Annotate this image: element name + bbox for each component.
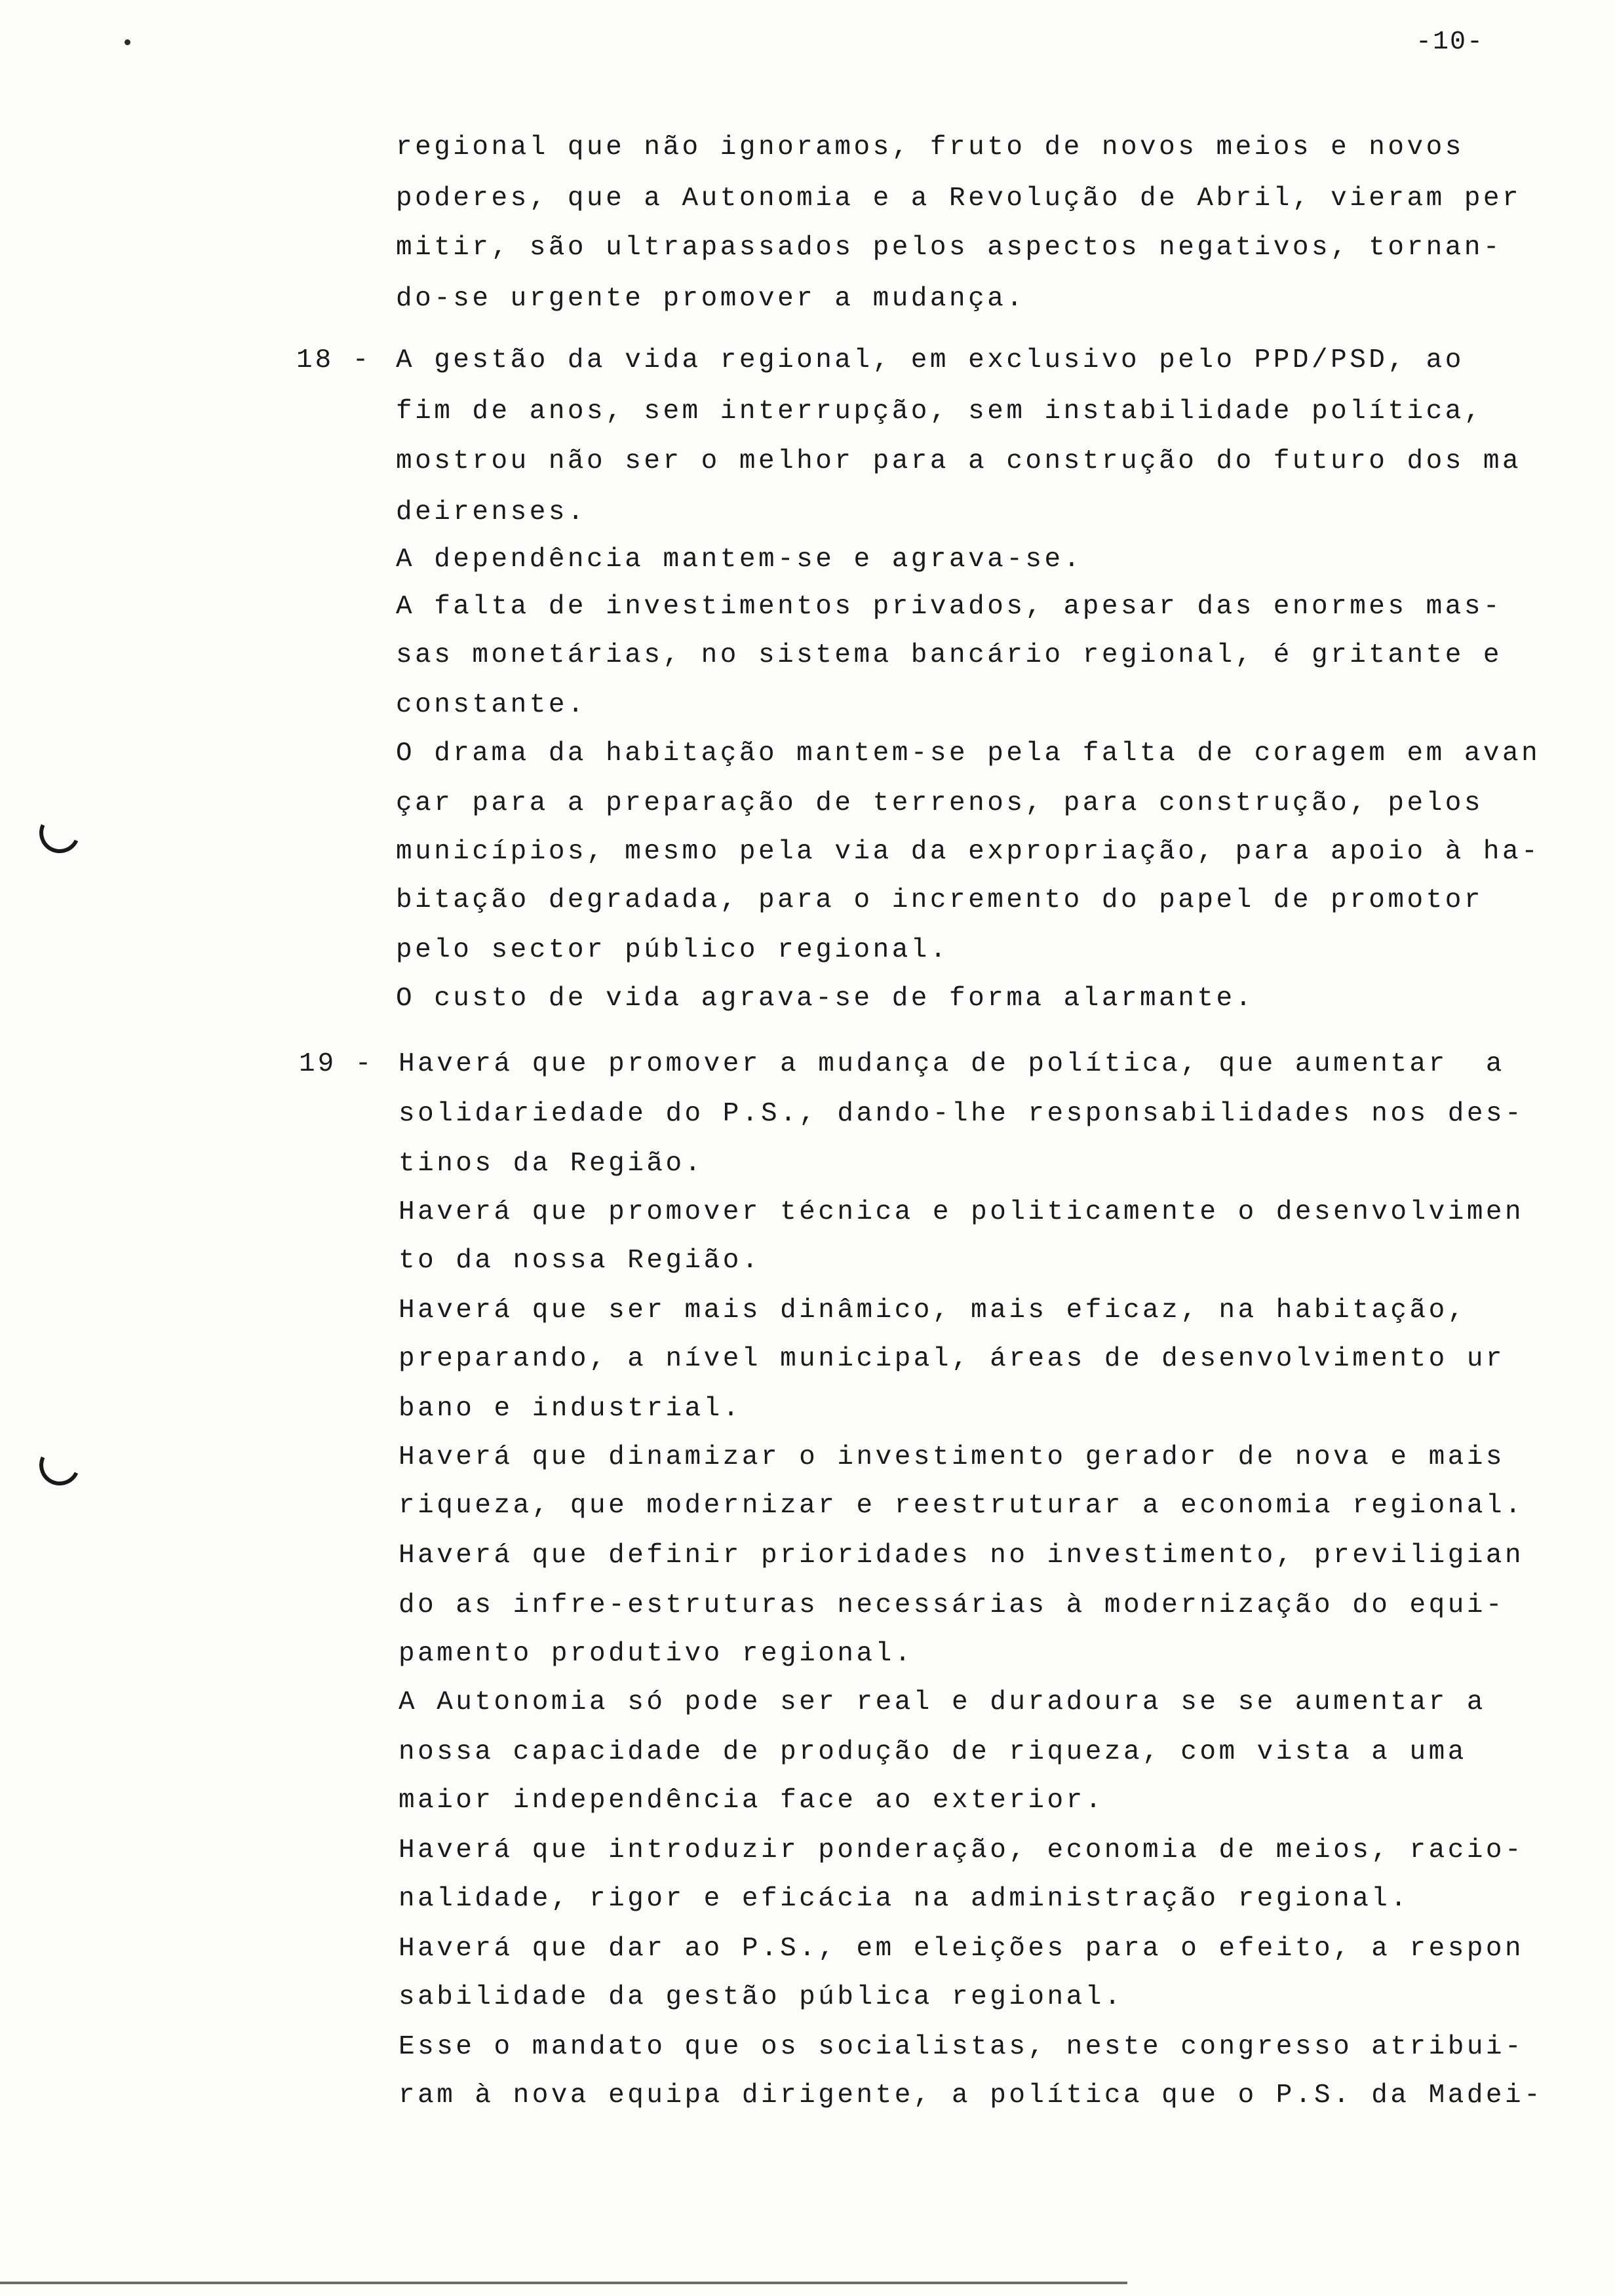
text-line: Haverá que dinamizar o investimento gerador de nova e mais [399, 1442, 1506, 1472]
text-line: do-se urgente promover a mudança. [396, 284, 1026, 314]
text-line: fim de anos, sem interrupção, sem instabilidade política, [396, 396, 1483, 427]
text-line: O custo de vida agrava-se de forma alarmante. [396, 984, 1255, 1014]
text-line: çar para a preparação de terrenos, para construção, pelos [396, 788, 1483, 818]
section-number: 19 - [299, 1049, 374, 1079]
text-line: solidariedade do P.S., dando-lhe responsabilidades nos des- [399, 1099, 1525, 1129]
text-line: sabilidade da gestão pública regional. [399, 1982, 1123, 2012]
text-line: maior independência face ao exterior. [399, 1786, 1104, 1816]
text-line: bano e industrial. [399, 1394, 742, 1424]
text-line: A falta de investimentos privados, apesar das enormes mas- [396, 592, 1503, 622]
text-line: Haverá que ser mais dinâmico, mais eficaz, na habitação, [399, 1295, 1467, 1326]
text-line: bitação degradada, para o incremento do papel de promotor [396, 885, 1483, 915]
text-line: municípios, mesmo pela via da expropriação, para apoio à ha- [396, 837, 1541, 867]
text-line: nossa capacidade de produção de riqueza, com vista a uma [399, 1737, 1467, 1767]
text-line: riqueza, que modernizar e reestruturar a economia regional. [399, 1491, 1525, 1521]
text-line: Haverá que dar ao P.S., em eleições para o efeito, a respon [399, 1934, 1525, 1964]
text-line: pelo sector público regional. [396, 935, 950, 965]
text-line: Haverá que introduzir ponderação, economia de meios, racio- [399, 1835, 1525, 1866]
text-line: poderes, que a Autonomia e a Revolução de Abril, vieram per [396, 183, 1522, 214]
text-line: ram à nova equipa dirigente, a política que o P.S. da Madei- [399, 2080, 1544, 2111]
scan-edge-line [0, 2282, 1127, 2284]
ink-speck [125, 39, 130, 45]
text-line: nalidade, rigor e eficácia na administração regional. [399, 1884, 1410, 1914]
text-line: Haverá que definir prioridades no investimento, previligian [399, 1540, 1525, 1571]
text-line: mostrou não ser o melhor para a construção do futuro dos ma [396, 446, 1522, 476]
text-line: do as infre-estruturas necessárias à modernização do equi- [399, 1590, 1506, 1620]
text-line: Esse o mandato que os socialistas, neste congresso atribui- [399, 2032, 1525, 2062]
text-line: mitir, são ultrapassados pelos aspectos negativos, tornan- [396, 233, 1503, 263]
text-line: to da nossa Região. [399, 1246, 761, 1276]
text-line: preparando, a nível municipal, áreas de desenvolvimento ur [399, 1344, 1506, 1374]
text-line: deirenses. [396, 497, 587, 527]
text-line: A gestão da vida regional, em exclusivo pelo PPD/PSD, ao [396, 345, 1464, 375]
text-line: tinos da Região. [399, 1149, 704, 1179]
text-line: sas monetárias, no sistema bancário regional, é gritante e [396, 640, 1503, 670]
text-line: constante. [396, 690, 587, 720]
text-line: O drama da habitação mantem-se pela falta de coragem em avan [396, 738, 1541, 769]
text-line: A dependência mantem-se e agrava-se. [396, 545, 1083, 575]
section-number: 18 - [296, 345, 372, 375]
page-number: -10- [1416, 28, 1485, 57]
text-line: regional que não ignoramos, fruto de novos meios e novos [396, 132, 1464, 163]
punch-hole-icon [33, 1439, 85, 1491]
text-line: Haverá que promover a mudança de política, que aumentar a [399, 1049, 1506, 1079]
text-line: Haverá que promover técnica e politicamente o desenvolvimen [399, 1197, 1525, 1227]
text-line: pamento produtivo regional. [399, 1639, 914, 1669]
text-line: A Autonomia só pode ser real e duradoura se se aumentar a [399, 1687, 1486, 1717]
punch-hole-icon [33, 807, 85, 858]
